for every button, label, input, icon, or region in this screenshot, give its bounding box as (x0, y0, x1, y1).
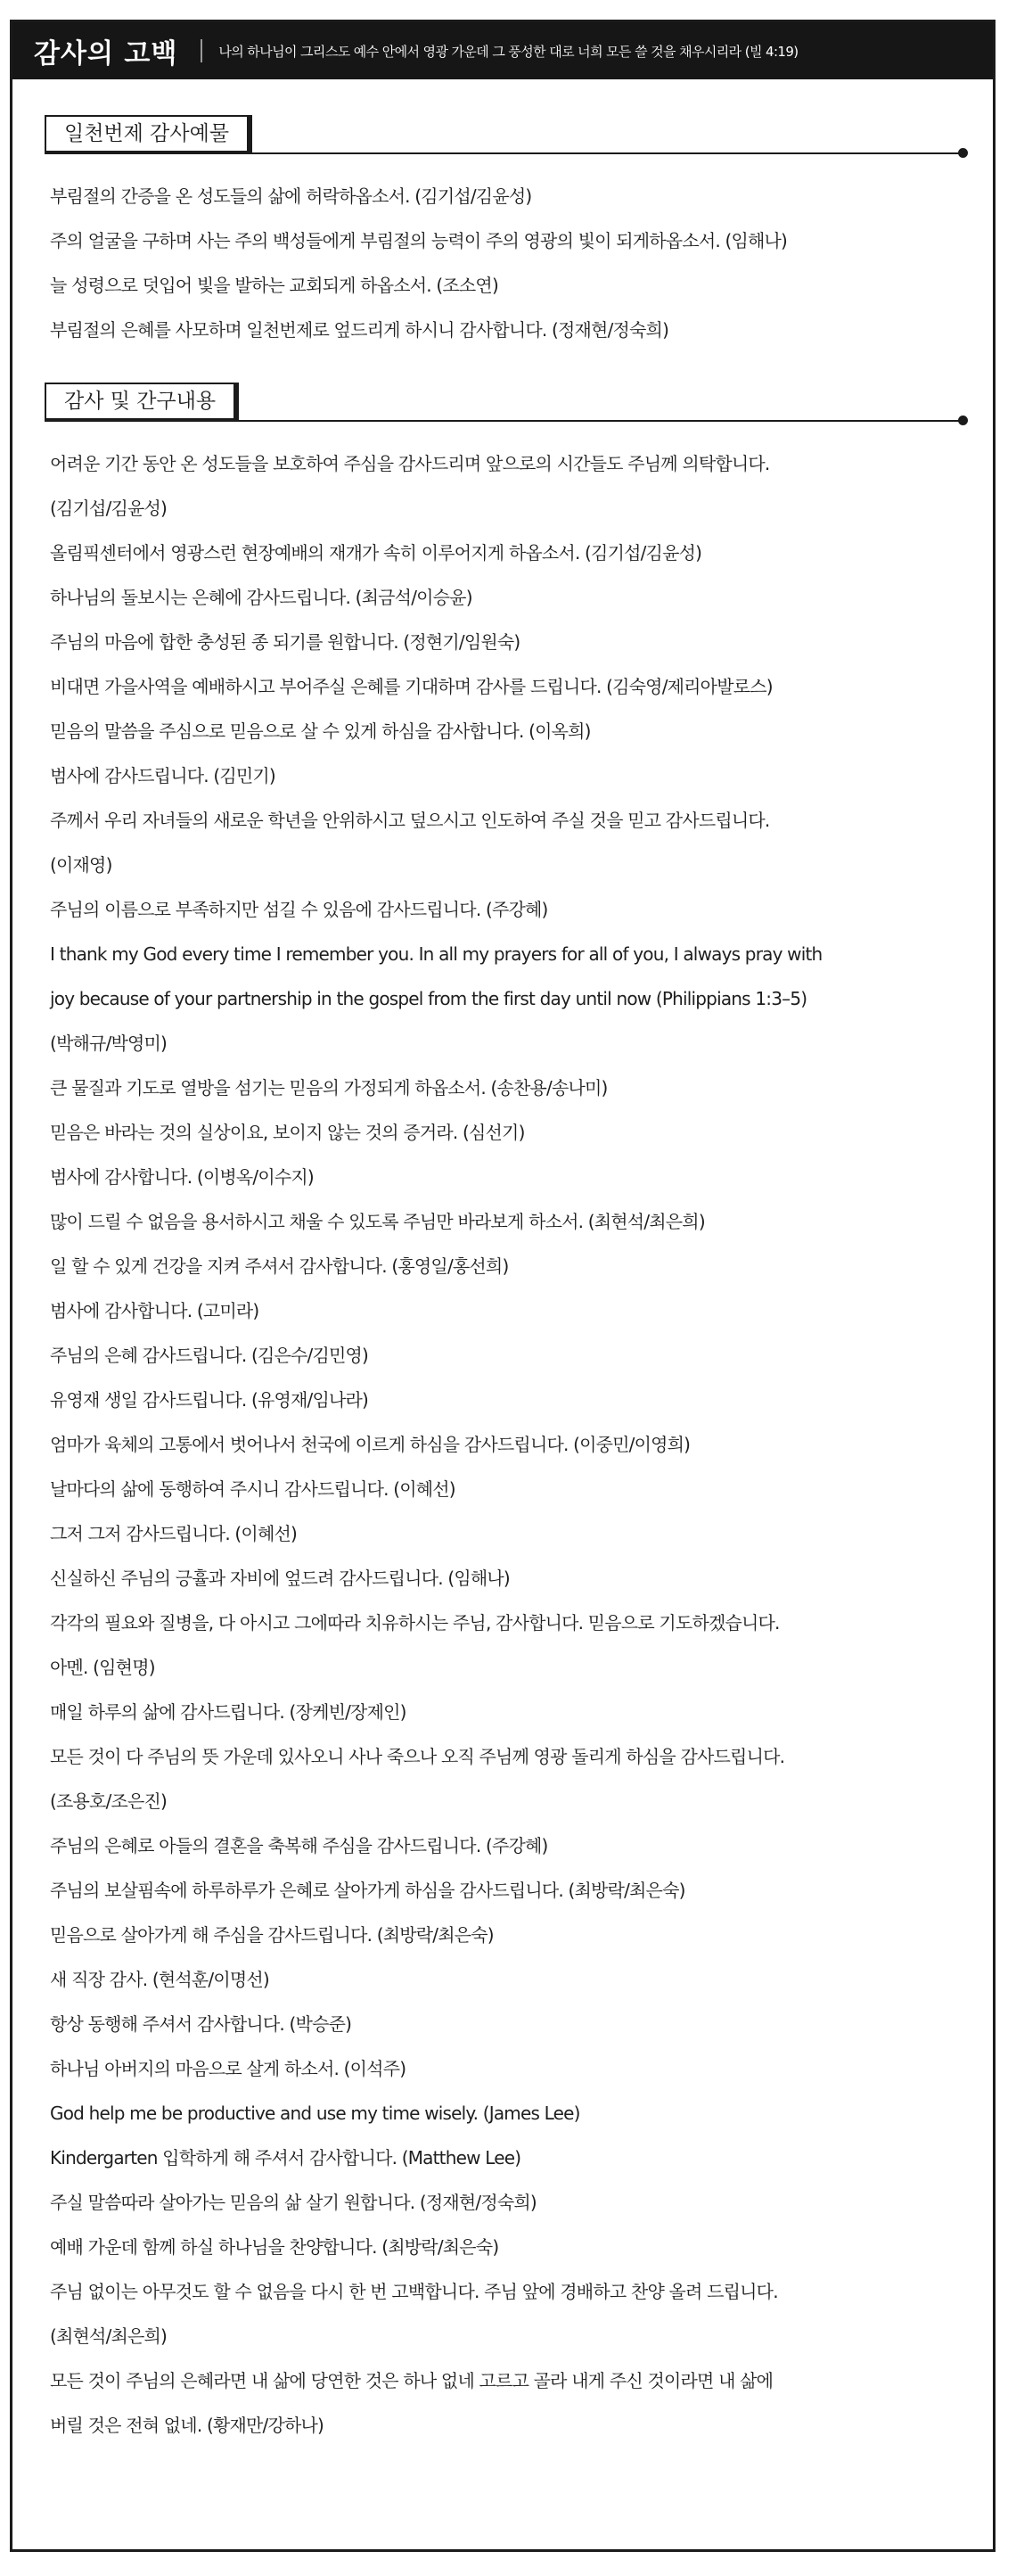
list-item: (조용호/조은진) (50, 1790, 168, 1812)
list-item: 주님의 마음에 합한 충성된 종 되기를 원합니다. (정현기/임원숙) (50, 631, 520, 653)
list-item: 유영재 생일 감사드립니다. (유영재/임나라) (50, 1389, 369, 1411)
list-item: 예배 가운데 함께 하실 하나님을 찬양합니다. (최방락/최은숙) (50, 2236, 499, 2258)
list-item: 부림절의 간증을 온 성도들의 삶에 허락하옵소서. (김기섭/김윤성) (50, 185, 532, 207)
section-header-thanks (45, 383, 968, 425)
list-item: 모든 것이 다 주님의 뜻 가운데 있사오니 사나 죽으나 오직 주님께 영광 돌리게 하심을 감사드립니다. (50, 1746, 785, 1767)
section-rule-dot (958, 416, 968, 425)
list-item: 매일 하루의 삶에 감사드립니다. (장케빈/장제인) (50, 1701, 406, 1723)
list-item: 엄마가 육체의 고통에서 벗어나서 천국에 이르게 하심을 감사드립니다. (이중민/이영희) (50, 1434, 691, 1455)
list-item: 비대면 가을사역을 예배하시고 부어주실 은혜를 기대하며 감사를 드립니다. (김숙영/제리아발로스) (50, 676, 773, 697)
list-item: 주께서 우리 자녀들의 새로운 학년을 안위하시고 덮으시고 인도하여 주실 것을 믿고 감사드립니다. (50, 810, 770, 831)
list-item: 각각의 필요와 질병을, 다 아시고 그에따라 치유하시는 주님, 감사합니다. 믿음으로 기도하겠습니다. (50, 1612, 780, 1634)
list-item: 늘 성령으로 덧입어 빛을 발하는 교회되게 하옵소서. (조소연) (50, 275, 498, 296)
offering-list (50, 174, 971, 352)
list-item: 주님의 은혜로 아들의 결혼을 축복해 주심을 감사드립니다. (주강혜) (50, 1835, 548, 1856)
list-item: 하나님의 돌보시는 은혜에 감사드립니다. (최금석/이승윤) (50, 587, 472, 608)
section-rule (45, 420, 963, 422)
list-item: 주실 말씀따라 살아가는 믿음의 삶 살기 원합니다. (정재현/정숙희) (50, 2192, 537, 2213)
list-item: 주님의 이름으로 부족하지만 섬길 수 있음에 감사드립니다. (주강혜) (50, 899, 548, 920)
list-item: 범사에 감사드립니다. (김민기) (50, 765, 275, 786)
section-rule-dot (958, 148, 968, 158)
list-item: 하나님 아버지의 마음으로 살게 하소서. (이석주) (50, 2058, 406, 2079)
list-item: 주님의 은혜 감사드립니다. (김은수/김민영) (50, 1345, 369, 1366)
list-item: 부림절의 은혜를 사모하며 일천번제로 엎드리게 하시니 감사합니다. (정재현/정숙희) (50, 319, 669, 341)
page-title: 감사의 고백 (34, 38, 178, 70)
list-item: 새 직장 감사. (현석훈/이명선) (50, 1969, 269, 1990)
list-item: 믿음으로 살아가게 해 주심을 감사드립니다. (최방락/최은숙) (50, 1924, 494, 1946)
list-item: 일 할 수 있게 건강을 지켜 주셔서 감사합니다. (홍영일/홍선희) (50, 1255, 509, 1277)
list-item: 믿음은 바라는 것의 실상이요, 보이지 않는 것의 증거라. (심선기) (50, 1122, 525, 1143)
section-rule (45, 152, 963, 154)
list-item: 버릴 것은 전혀 없네. (황재만/강하나) (50, 2415, 324, 2436)
list-item: (이재영) (50, 854, 112, 876)
list-item: 믿음의 말씀을 주심으로 믿음으로 살 수 있게 하심을 감사합니다. (이옥희) (50, 720, 591, 742)
list-item: (김기섭/김윤성) (50, 498, 168, 519)
list-item: 올림픽센터에서 영광스런 현장예배의 재개가 속히 이루어지게 하옵소서. (김기섭/김윤성) (50, 542, 702, 564)
list-item: God help me be productive and use my time wisely. (James Lee) (50, 2103, 580, 2124)
list-item: (박해규/박영미) (50, 1033, 168, 1054)
list-item: 큰 물질과 기도로 열방을 섬기는 믿음의 가정되게 하옵소서. (송찬용/송나미) (50, 1077, 608, 1099)
list-item: 신실하신 주님의 긍휼과 자비에 엎드려 감사드립니다. (임해나) (50, 1568, 510, 1589)
section-title: 일천번제 감사예물 (45, 115, 252, 152)
list-item: 항상 동행해 주셔서 감사합니다. (박승준) (50, 2013, 352, 2035)
list-item: 아멘. (임현명) (50, 1657, 155, 1678)
list-item: 범사에 감사합니다. (이병옥/이수지) (50, 1166, 314, 1188)
page-frame (10, 20, 996, 2552)
list-item: joy because of your partnership in the gospel from the first day until now (Philippians 1:3–5) (50, 988, 807, 1009)
list-item: 주님 없이는 아무것도 할 수 없음을 다시 한 번 고백합니다. 주님 앞에 경배하고 찬양 올려 드립니다. (50, 2281, 778, 2302)
list-item: Kindergarten 입학하게 해 주셔서 감사합니다. (Matthew Lee) (50, 2147, 521, 2169)
list-item: 범사에 감사합니다. (고미라) (50, 1300, 259, 1321)
header-verse: 나의 하나님이 그리스도 예수 안에서 영광 가운데 그 풍성한 대로 너희 모든 쓸 것을 채우시리라 (빌 4:19) (218, 43, 799, 60)
list-item: 모든 것이 주님의 은혜라면 내 삶에 당연한 것은 하나 없네 고르고 골라 내게 주신 것이라면 내 삶에 (50, 2370, 774, 2391)
list-item: 많이 드릴 수 없음을 용서하시고 채울 수 있도록 주님만 바라보게 하소서. (최현석/최은희) (50, 1211, 705, 1232)
list-item: 어려운 기간 동안 온 성도들을 보호하여 주심을 감사드리며 앞으로의 시간들도 주님께 의탁합니다. (50, 453, 770, 474)
list-item: 날마다의 삶에 동행하여 주시니 감사드립니다. (이혜선) (50, 1478, 455, 1500)
list-item: 주의 얼굴을 구하며 사는 주의 백성들에게 부림절의 능력이 주의 영광의 빛이 되게하옵소서. (임해나) (50, 230, 788, 251)
list-item: I thank my God every time I remember you. In all my prayers for all of you, I always pray with (50, 943, 823, 965)
header-divider (201, 39, 202, 62)
list-item: 그저 그저 감사드립니다. (이혜선) (50, 1523, 297, 1544)
section-title: 감사 및 간구내용 (45, 383, 239, 420)
list-item: 주님의 보살핌속에 하루하루가 은혜로 살아가게 하심을 감사드립니다. (최방락/최은숙) (50, 1880, 685, 1901)
list-item: (최현석/최은희) (50, 2325, 168, 2347)
thanks-list (50, 441, 971, 2448)
section-header-offering (45, 115, 968, 158)
header-bar (12, 22, 993, 79)
